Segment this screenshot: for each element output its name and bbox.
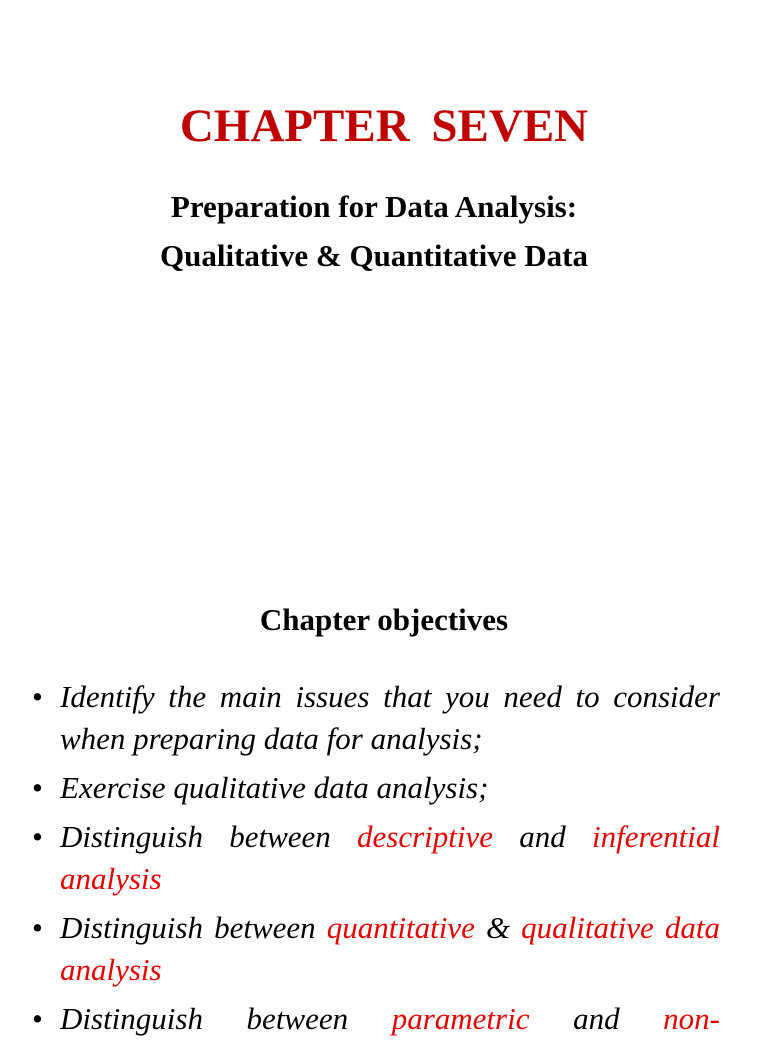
subtitle-line-2: Qualitative & Quantitative Data: [160, 238, 588, 273]
chapter-title: CHAPTER SEVEN: [179, 100, 589, 152]
objective-text: Distinguish between: [60, 910, 327, 945]
objective-text: Identify the main issues that you need to consider when preparing data for analysis;: [60, 679, 720, 756]
objective-text: and: [529, 1001, 664, 1036]
objectives-heading: Chapter objectives: [259, 602, 509, 637]
bullet-icon: •: [32, 770, 43, 805]
objective-text: and: [493, 819, 592, 854]
objective-item: [32, 676, 720, 760]
objective-highlight: parametric: [391, 1001, 530, 1036]
objective-highlight: qualitative data analysis: [60, 910, 720, 987]
objective-text: Distinguish between: [60, 819, 358, 854]
bullet-icon: •: [32, 679, 43, 714]
objective-text: Distinguish between: [60, 1001, 392, 1036]
objective-highlight: quantitative: [326, 910, 475, 945]
objective-item: [32, 907, 720, 991]
bullet-icon: •: [32, 1001, 43, 1036]
bullet-icon: •: [32, 819, 43, 854]
bullet-icon: •: [32, 910, 43, 945]
objective-text: Exercise qualitative data analysis;: [60, 770, 489, 805]
objective-item: [32, 767, 720, 809]
objective-item: [32, 816, 720, 900]
subtitle-line-1: Preparation for Data Analysis:: [170, 189, 578, 224]
objective-highlight: non-: [663, 1001, 720, 1036]
objective-highlight: descriptive: [357, 819, 494, 854]
objective-text: &: [474, 910, 522, 945]
objective-item: [32, 998, 720, 1040]
objective-highlight: inferential analysis: [60, 819, 720, 896]
objectives-list: [32, 676, 720, 1047]
